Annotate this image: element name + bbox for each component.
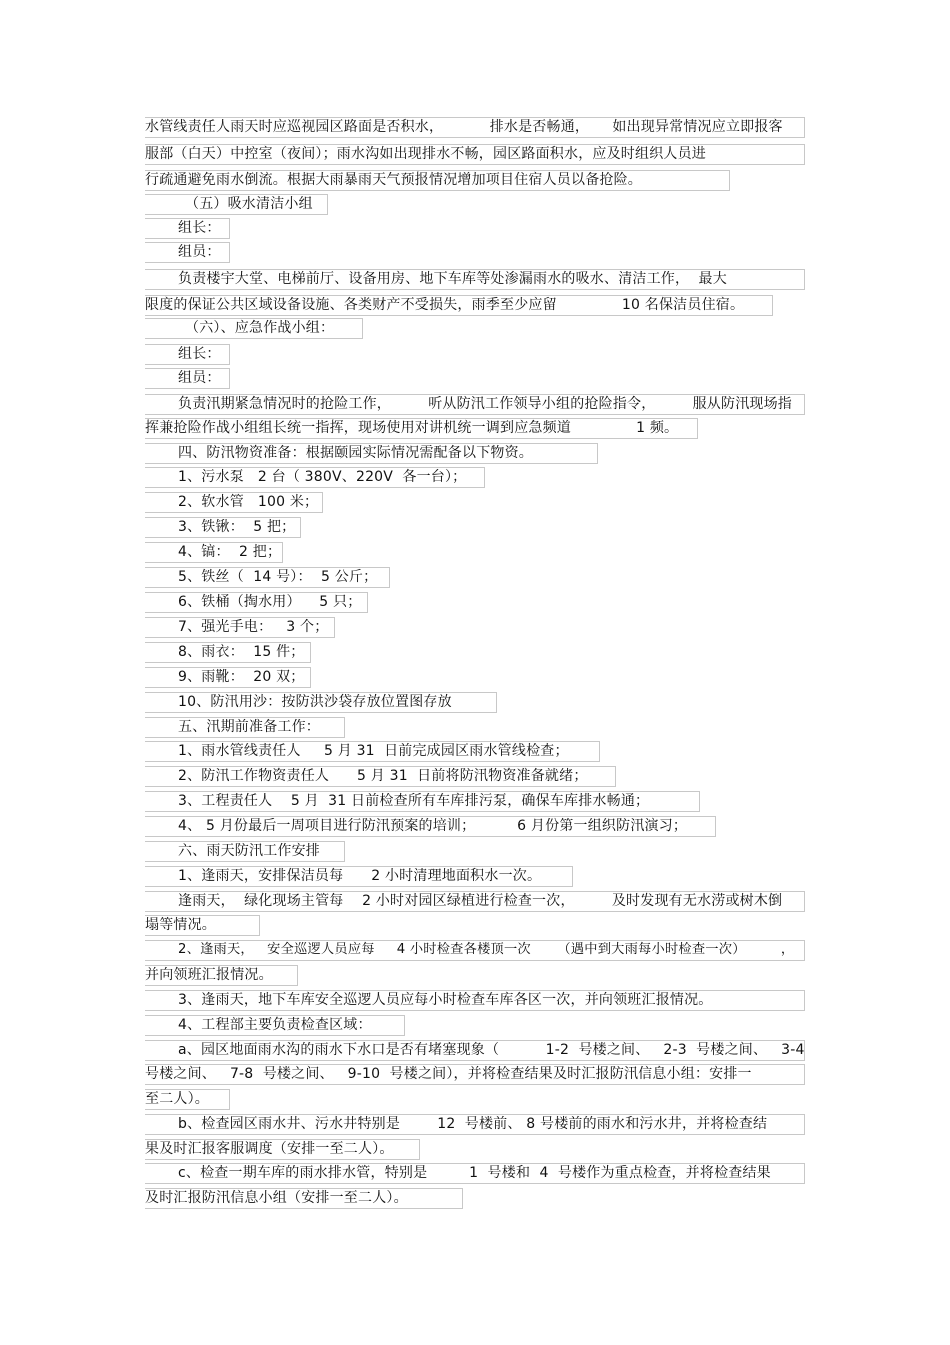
list-item: 3、铁锹： 5 把； xyxy=(178,519,296,535)
list-item: 3、逢雨天，地下车库安全巡逻人员应每小时检查车库各区一次，并向领班汇报情况。 xyxy=(178,992,713,1008)
list-item: 4、镐： 2 把； xyxy=(178,544,282,560)
list-item: 1、逢雨天，安排保洁员每 2 小时清理地面积水一次。 xyxy=(178,868,542,884)
group-leader-label: 组长： xyxy=(178,220,221,236)
section-heading: （五）吸水清洁小组 xyxy=(185,196,313,212)
list-item: 2、软水管 100 米； xyxy=(178,494,319,510)
list-item: 6、铁桶（掏水用） 5 只； xyxy=(178,594,362,610)
list-item: 2、逢雨天， 安全巡逻人员应每 4 小时检查各楼顶一次 （遇中到大雨每小时检查一次） ， xyxy=(178,942,795,957)
paragraph-line: 至二人）。 xyxy=(145,1091,209,1107)
paragraph-line: 塌等情况。 xyxy=(145,917,216,933)
list-item: 1、污水泵 2 台（ 380V、220V 各一台）； xyxy=(178,469,467,485)
paragraph-line: 号楼之间、 7-8 号楼之间、 9-10 号楼之间），并将检查结果及时汇报防汛信息小组：安排一 xyxy=(145,1066,752,1082)
paragraph-line: 限度的保证公共区域设备设施、各类财产不受损失，雨季至少应留 10 名保洁员住宿。 xyxy=(145,297,745,313)
list-item: 7、强光手电： 3 个； xyxy=(178,619,329,635)
paragraph-line: 服部（白天）中控室（夜间）；雨水沟如出现排水不畅，园区路面积水，应及时组织人员进 xyxy=(145,146,706,162)
list-item: 3、工程责任人 5 月 31 日前检查所有车库排污泵，确保车库排水畅通； xyxy=(178,793,650,809)
paragraph-line: 果及时汇报客服调度（安排一至二人）。 xyxy=(145,1141,394,1157)
paragraph-line: 并向领班汇报情况。 xyxy=(145,967,273,983)
list-item: 9、雨靴： 20 双； xyxy=(178,669,305,685)
list-item: 4、工程部主要负责检查区域： xyxy=(178,1017,372,1033)
section-heading: 五、汛期前准备工作： xyxy=(178,719,320,735)
paragraph-line: 水管线责任人雨天时应巡视园区路面是否积水， 排水是否畅通， 如出现异常情况应立即报客 xyxy=(145,119,783,135)
section-heading: 四、防汛物资准备：根据颐园实际情况需配备以下物资。 xyxy=(178,445,533,461)
list-item: a、园区地面雨水沟的雨水下水口是否有堵塞现象（ 1-2 号楼之间、 2-3 号楼之间、 3-4 xyxy=(178,1042,805,1058)
list-item: 10、防汛用沙：按防洪沙袋存放位置图存放 xyxy=(178,694,452,710)
section-heading: 六、雨天防汛工作安排 xyxy=(178,843,320,859)
list-item: b、检查园区雨水井、污水井特别是 12 号楼前、 8 号楼前的雨水和污水井，并将检查结 xyxy=(178,1116,768,1132)
paragraph-line: 逢雨天， 绿化现场主管每 2 小时对园区绿植进行检查一次， 及时发现有无水涝或树木倒 xyxy=(178,893,783,909)
paragraph-line: 行疏通避免雨水倒流。根据大雨暴雨天气预报情况增加项目住宿人员以备抢险。 xyxy=(145,172,642,188)
paragraph-line: 挥兼抢险作战小组组长统一指挥，现场使用对讲机统一调到应急频道 1 频。 xyxy=(145,420,679,436)
list-item: 1、雨水管线责任人 5 月 31 日前完成园区雨水管线检查； xyxy=(178,743,569,759)
group-leader-label: 组长： xyxy=(178,346,221,362)
paragraph-line: 负责楼宇大堂、电梯前厅、设备用房、地下车库等处渗漏雨水的吸水、清洁工作， 最大 xyxy=(178,271,727,287)
list-item: c、检查一期车库的雨水排水管，特别是 1 号楼和 4 号楼作为重点检查，并将检查结果 xyxy=(178,1165,771,1181)
list-item: 8、雨衣： 15 件； xyxy=(178,644,305,660)
group-member-label: 组员： xyxy=(178,370,221,386)
group-member-label: 组员： xyxy=(178,244,221,260)
section-heading: （六）、应急作战小组： xyxy=(185,320,335,336)
list-item: 5、铁丝（ 14 号）： 5 公斤； xyxy=(178,569,378,585)
paragraph-line: 负责汛期紧急情况时的抢险工作， 听从防汛工作领导小组的抢险指令， 服从防汛现场指 xyxy=(178,396,793,412)
list-item: 4、 5 月份最后一周项目进行防汛预案的培训； 6 月份第一组织防汛演习； xyxy=(178,818,688,834)
paragraph-line: 及时汇报防汛信息小组（安排一至二人）。 xyxy=(145,1190,408,1206)
list-item: 2、防汛工作物资责任人 5 月 31 日前将防汛物资准备就绪； xyxy=(178,768,588,784)
